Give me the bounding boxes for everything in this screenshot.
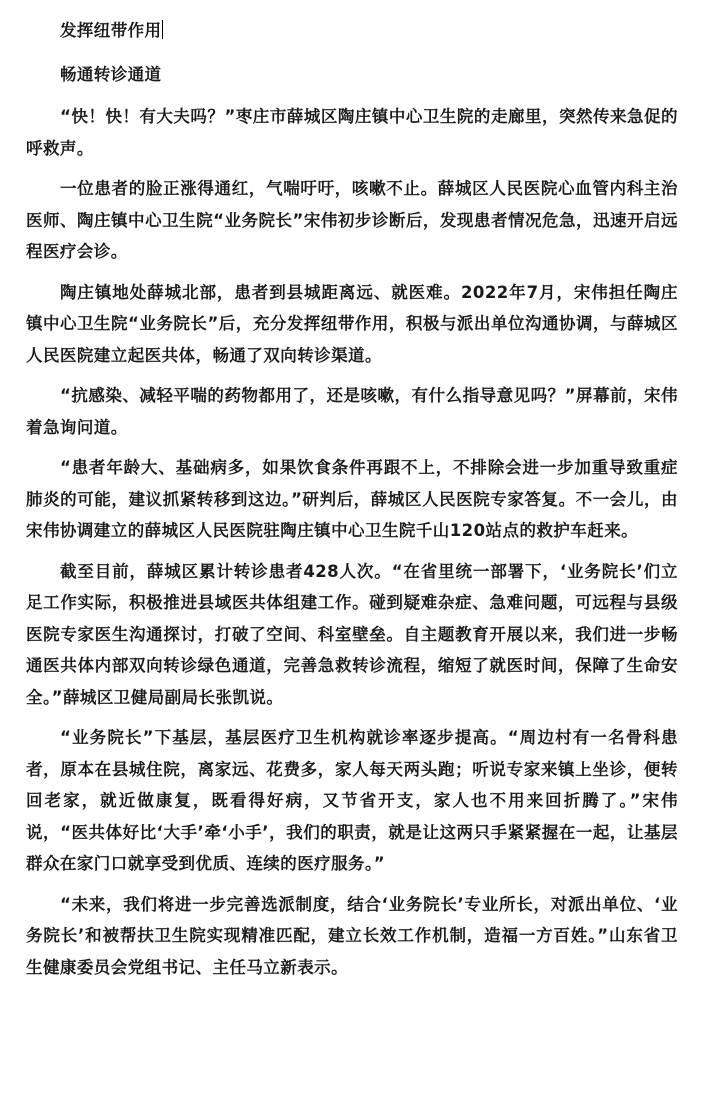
section-heading-2: 畅通转诊通道: [60, 65, 162, 84]
paragraph-7: “业务院长”下基层，基层医疗卫生机构就诊率逐步提高。“周边村有一名骨科患者，原本在县城住院，离家远、花费多，家人每天两头跑；听说专家来镇上坐诊，便转回老家，就近做康复，既看得好病，又节省开支，家人也不用来回折腾了。”宋伟说，“医共体好比‘大手’牵‘小手’，我们的职责，就是让这两只手紧紧握在一起，让基层群众在家门口就享受到优质、连续的医疗服务。”: [26, 728, 678, 873]
paragraph-8: “未来，我们将进一步完善选派制度，结合‘业务院长’专业所长，对派出单位、‘业务院长’和被帮扶卫生院实现精准匹配，建立长效工作机制，造福一方百姓。”山东省卫生健康委员会党组书记、主任马立新表示。: [26, 894, 678, 977]
article-body: [26, 14, 678, 983]
section-heading-1-text: 发挥纽带作用: [60, 21, 162, 40]
text-cursor: [162, 20, 163, 39]
paragraph-5: “患者年龄大、基础病多，如果饮食条件再跟不上，不排除会进一步加重导致重症肺炎的可能，建议抓紧转移到这边。”研判后，薛城区人民医院专家答复。不一会儿，由宋伟协调建立的薛城区人民医院驻陶庄镇中心卫生院千山120站点的救护车赶来。: [26, 458, 678, 540]
paragraph-3: 陶庄镇地处薛城北部，患者到县城距离远、就医难。2022年7月，宋伟担任陶庄镇中心卫生院“业务院长”后，充分发挥纽带作用，积极与派出单位沟通协调，与薛城区人民医院建立起医共体，畅通了双向转诊渠道。: [26, 282, 678, 365]
paragraph-4: “抗感染、减轻平喘的药物都用了，还是咳嗽，有什么指导意见吗？”屏幕前，宋伟着急询问道。: [26, 386, 678, 437]
paragraph-2: 一位患者的脸正涨得通红，气喘吁吁，咳嗽不止。薛城区人民医院心血管内科主治医师、陶庄镇中心卫生院“业务院长”宋伟初步诊断后，发现患者情况危急，迅速开启远程医疗会诊。: [26, 179, 678, 261]
paragraph-6: 截至目前，薛城区累计转诊患者428人次。“在省里统一部署下，‘业务院长’们立足工作实际，积极推进县域医共体组建工作。碰到疑难杂症、急难问题，可远程与县级医院专家医生沟通探讨，打破了空间、科室壁垒。自主题教育开展以来，我们进一步畅通医共体内部双向转诊绿色通道，完善急救转诊流程，缩短了就医时间，保障了生命安全。”薛城区卫健局副局长张凯说。: [26, 561, 678, 707]
section-heading-1: [26, 14, 678, 48]
paragraph-1: “快！快！有大夫吗？”枣庄市薛城区陶庄镇中心卫生院的走廊里，突然传来急促的呼救声。: [26, 107, 678, 158]
